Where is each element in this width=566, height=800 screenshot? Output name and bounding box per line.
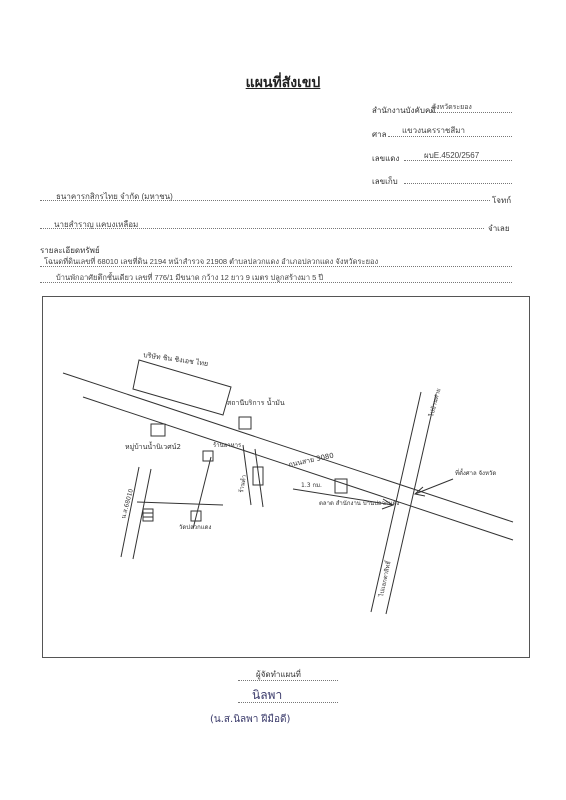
property-section-label: รายละเอียดทรัพย์ [40, 246, 100, 255]
court-label: ศาล [372, 130, 387, 139]
maker-underline [238, 680, 338, 681]
main-road-lower-edge [83, 397, 513, 540]
village-building [151, 424, 165, 436]
defendant-role: จำเลย [488, 224, 510, 233]
label-land-no: น.ส.68010 [120, 488, 135, 520]
plaintiff-underline [40, 200, 490, 201]
receipt-underline [404, 183, 512, 184]
side-street-d [193, 457, 211, 529]
shop-building [203, 451, 213, 461]
label-shop2: ร้านค้า [238, 474, 249, 494]
case-no-underline [404, 160, 512, 161]
receipt-label: เลขเก็บ [372, 177, 398, 186]
side-street-c [137, 502, 223, 505]
label-village: หมู่บ้านน้ำนิเวศน์2 [125, 443, 181, 451]
factory-building [133, 360, 231, 415]
map-frame [42, 296, 530, 658]
property-line-2-underline [40, 282, 512, 283]
label-temple: วัดปลวกแดง [179, 524, 212, 531]
case-no-value: ผบE.4520/2567 [424, 151, 480, 160]
case-no-label: เลขแดง [372, 154, 400, 163]
property-line-1: โฉนดที่ดินเลขที่ 68010 เลขที่ดิน 2194 หน้าสำรวจ 21908 ตำบลปลวกแดง อำเภอปลวกแดง จังหวัดระยอง [44, 257, 379, 266]
maker-label: ผู้จัดทำแผนที่ [256, 670, 301, 679]
label-target-point: ที่ตั้งศาล จังหวัด [455, 470, 497, 477]
office-label: สำนักงานบังคับคดี [372, 106, 436, 115]
plaintiff-role: โจทก์ [492, 196, 512, 205]
label-gas-station: สถานีบริการ น้ำมัน [227, 399, 285, 407]
office-underline [430, 112, 512, 113]
label-distance: 1.3 กม. [301, 482, 322, 489]
office-value: จังหวัดระยอง [432, 104, 472, 111]
label-right-road-top: ไปบ้านค่าย [428, 387, 443, 418]
court-underline [388, 136, 512, 137]
signature-underline [238, 702, 338, 703]
side-street-b [255, 449, 263, 507]
page-title: แผนที่สังเขป [245, 75, 321, 91]
plaintiff-value: ธนาคารกสิกรไทย จำกัด (มหาชน) [56, 192, 173, 201]
target-arrow-line [415, 479, 453, 494]
map-sketch [43, 297, 529, 657]
label-market: ตลาด สำนักงาน บ้านปลวกแดง [319, 500, 400, 507]
defendant-value: นายสำราญ แคบงเหลือม [54, 220, 139, 229]
label-shop1: ร้านอาหาร [213, 442, 242, 449]
property-line-2: บ้านพักอาศัยตึกชั้นเดียว เลขที่ 776/1 มีขนาด กว้าง 12 ยาว 9 เมตร ปลูกสร้างมา 5 ปี [56, 273, 324, 282]
label-right-road-bottom: ไปแยกตาสิทธิ์ [378, 560, 393, 598]
defendant-underline [40, 228, 484, 229]
label-factory: บริษัท ชิน ชิงเอช ไทย [142, 351, 209, 369]
label-main-road: ถนนสาย 3080 [287, 451, 335, 469]
property-line-1-underline [40, 266, 512, 267]
land-plot-marker [143, 509, 153, 521]
signature: นิลพา [252, 688, 283, 702]
maker-name: (น.ส.นิลพา ฝีมือดี) [210, 714, 291, 725]
gas-station-building [239, 417, 251, 429]
court-value: แขวงนครราชสีมา [402, 126, 466, 135]
